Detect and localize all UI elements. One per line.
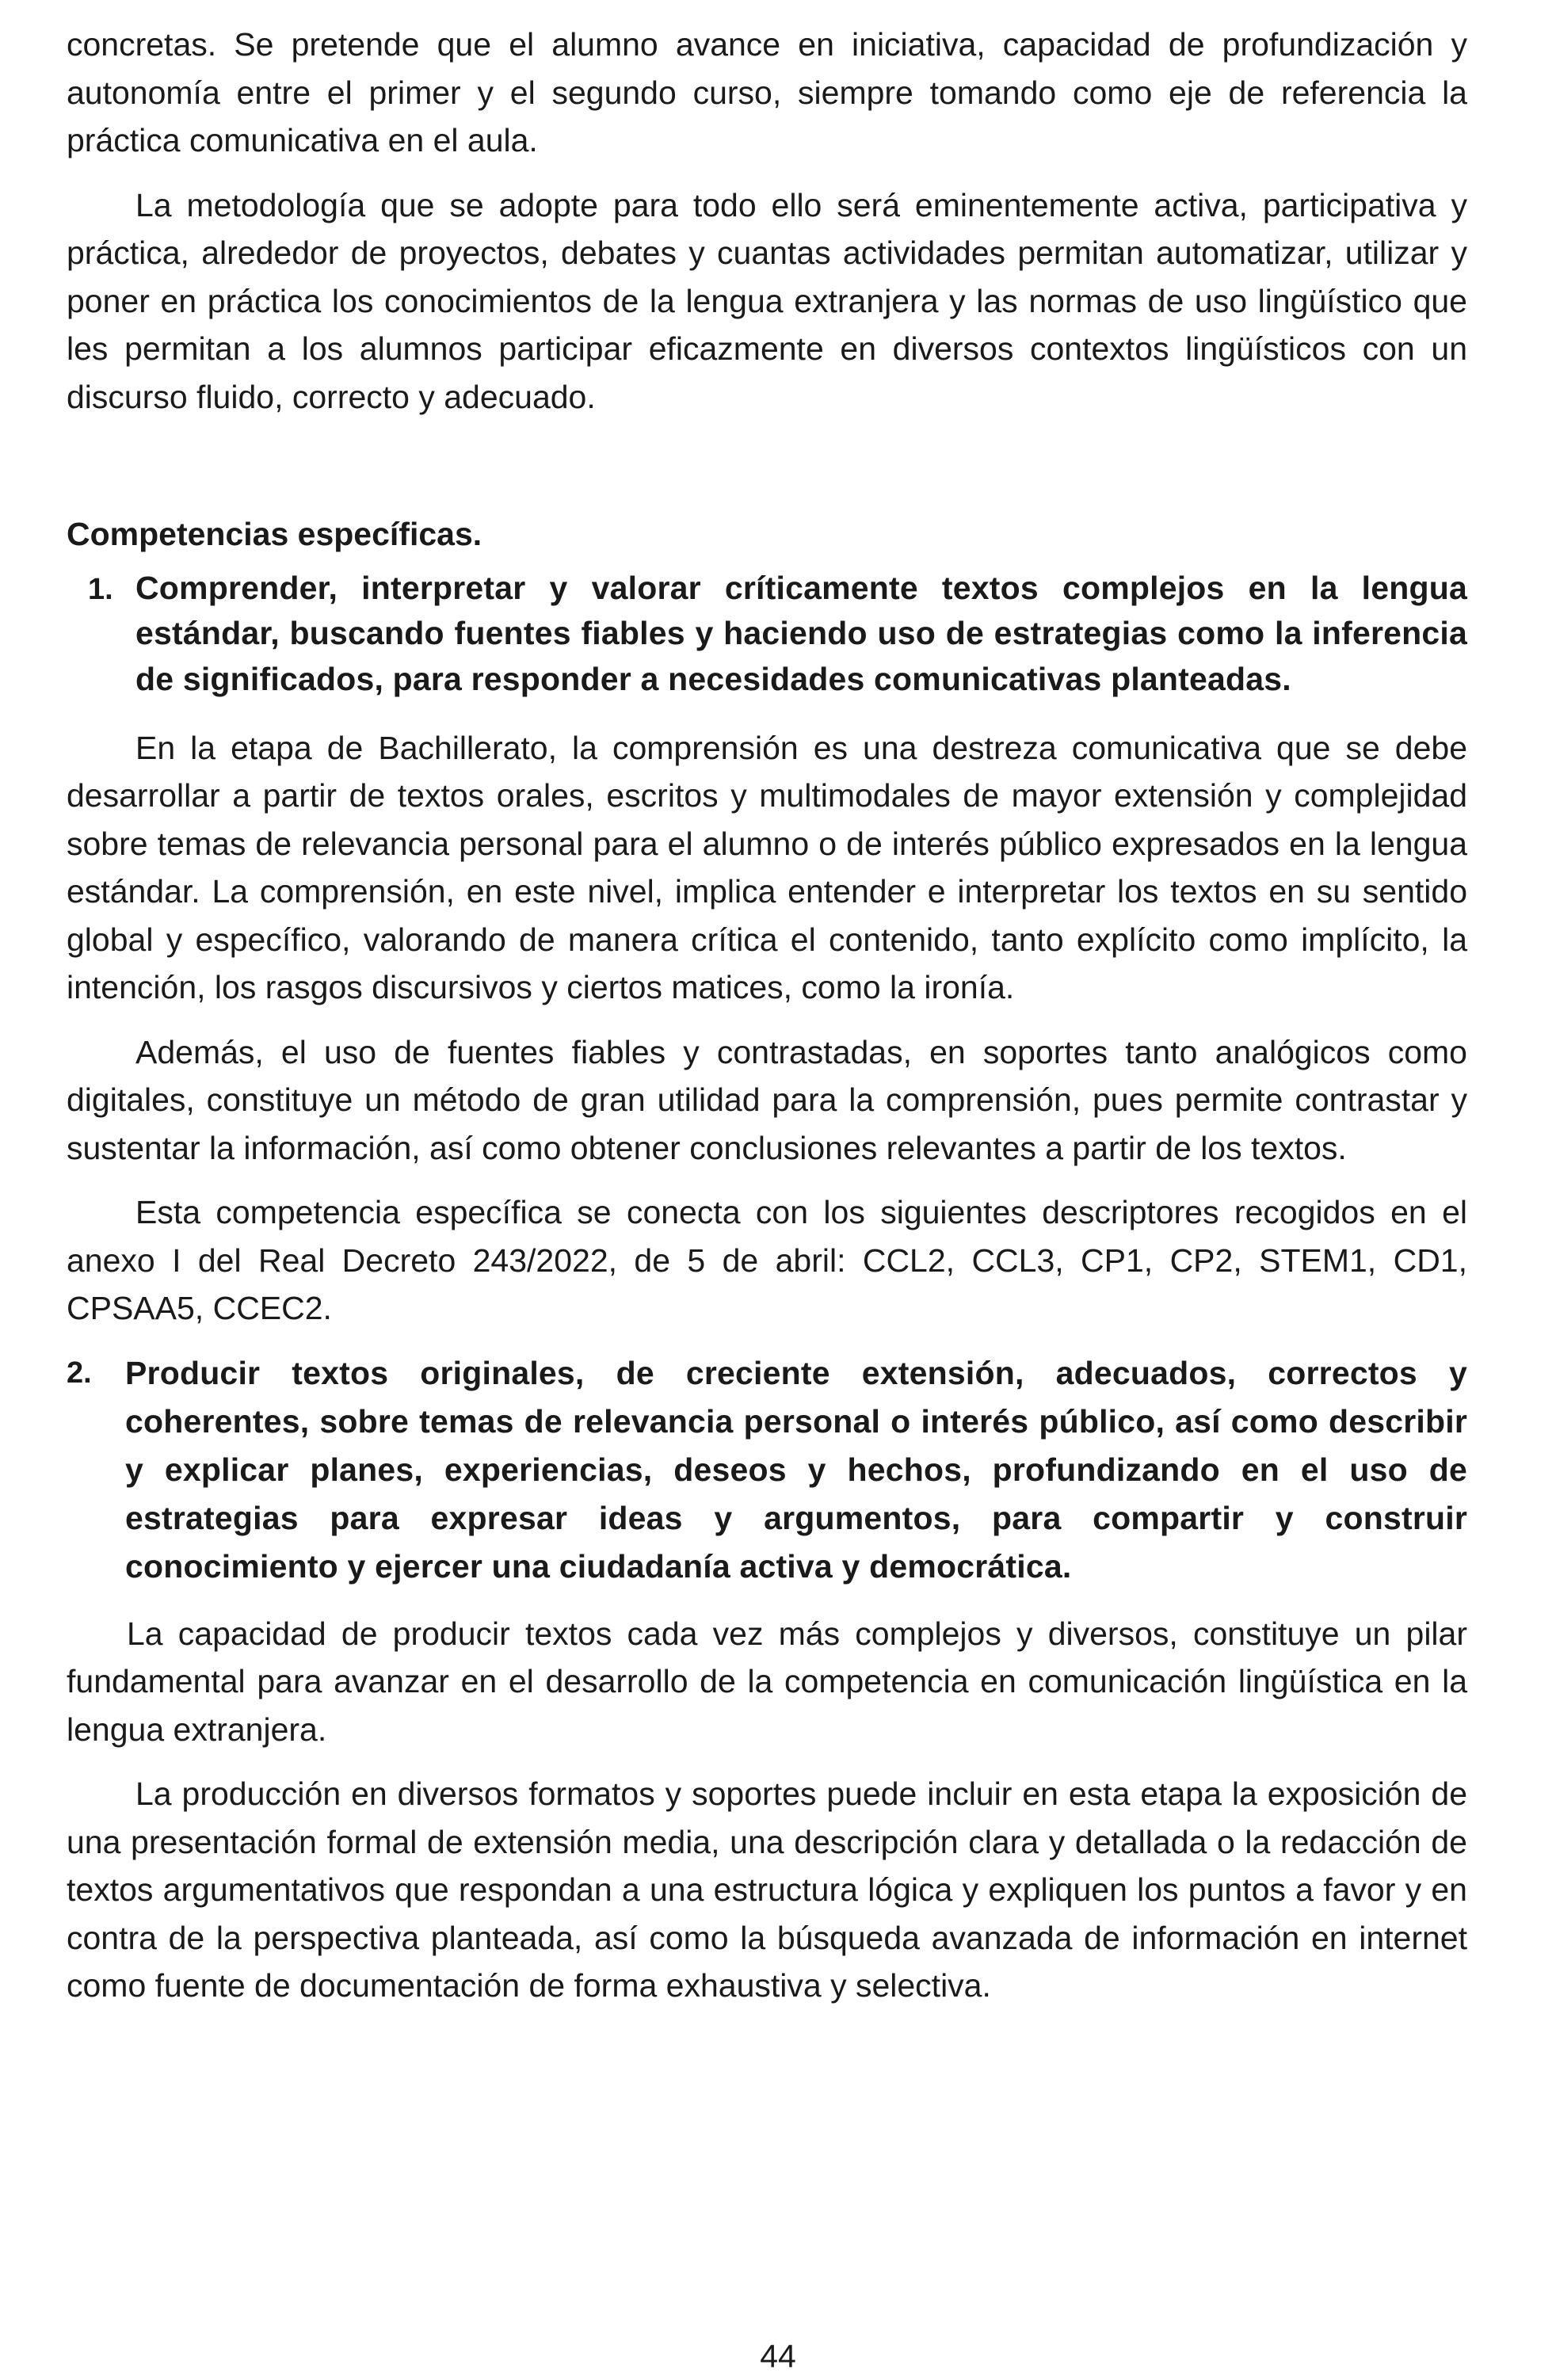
competency-2-paragraph-1: La capacidad de producir textos cada vez más complejos y diversos, constituye un pilar fundamental para avanzar en el desarrollo de la competencia en comunicación lingüística en la lengua extranjera.	[67, 1615, 1467, 1748]
competency-1-heading	[67, 566, 1467, 702]
competency-1-paragraph-3: Esta competencia específica se conecta con los siguientes descriptores recogidos en el anexo I del Real Decreto 243/2022, de 5 de abril: CCL2, CCL3, CP1, CP2, STEM1, CD1, CPSAA5, CCEC2.	[67, 1194, 1467, 1327]
competency-1-title: Comprender, interpretar y valorar críticamente textos complejos en la lengua estándar, buscando fuentes fiables y haciendo uso de estrategias como la inferencia de significados, para responder a necesidades comunicativas planteadas.	[135, 570, 1467, 697]
competency-1-paragraph-1: En la etapa de Bachillerato, la comprensión es una destreza comunicativa que se debe desarrollar a partir de textos orales, escritos y multimodales de mayor extensión y complejidad sobre temas de relevancia personal para el alumno o de interés público expresados en la lengua estándar. La comprensión, en este nivel, implica entender e interpretar los textos en su sentido global y específico, valorando de manera crítica el contenido, tanto explícito como implícito, la intención, los rasgos discursivos y ciertos matices, como la ironía.	[67, 729, 1467, 1006]
paragraph-methodology: La metodología que se adopte para todo ello será eminentemente activa, participativa y práctica, alrededor de proyectos, debates y cuantas actividades permitan automatizar, utilizar y poner en práctica los conocimientos de la lengua extranjera y las normas de uso lingüístico que les permitan a los alumnos participar eficazmente en diversos contextos lingüísticos con un discurso fluido, correcto y adecuado.	[67, 186, 1467, 415]
competency-1-number: 1.	[88, 573, 113, 606]
competency-2-paragraph-2: La producción en diversos formatos y soportes puede incluir en esta etapa la exposición de una presentación formal de extensión media, una descripción clara y detallada o la redacción de textos argumentativos que respondan a una estructura lógica y expliquen los puntos a favor y en contra de la perspectiva planteada, así como la búsqueda avanzada de información en internet como fuente de documentación de forma exhaustiva y selectiva.	[67, 1775, 1467, 2004]
competency-2-number: 2.	[67, 1356, 92, 1390]
page-number: 44	[760, 2338, 796, 2374]
document-page	[67, 21, 1467, 2010]
paragraph-intro-continuation: concretas. Se pretende que el alumno avance en iniciativa, capacidad de profundización y autonomía entre el primer y el segundo curso, siempre tomando como eje de referencia la práctica comunicativa en el aula.	[67, 26, 1467, 158]
section-heading: Competencias específicas.	[67, 516, 482, 552]
competency-2-heading	[67, 1349, 1467, 1591]
competency-1-paragraph-2: Además, el uso de fuentes fiables y contrastadas, en soportes tanto analógicos como digitales, constituye un método de gran utilidad para la comprensión, pues permite contrastar y sustentar la información, así como obtener conclusiones relevantes a partir de los textos.	[67, 1033, 1467, 1166]
competency-2-title: Producir textos originales, de creciente extensión, adecuados, correctos y coherentes, sobre temas de relevancia personal o interés público, así como describir y explicar planes, experiencias, deseos y hechos, profundizando en el uso de estrategias para expresar ideas y argumentos, para compartir y construir conocimiento y ejercer una ciudadanía activa y democrática.	[125, 1354, 1467, 1585]
